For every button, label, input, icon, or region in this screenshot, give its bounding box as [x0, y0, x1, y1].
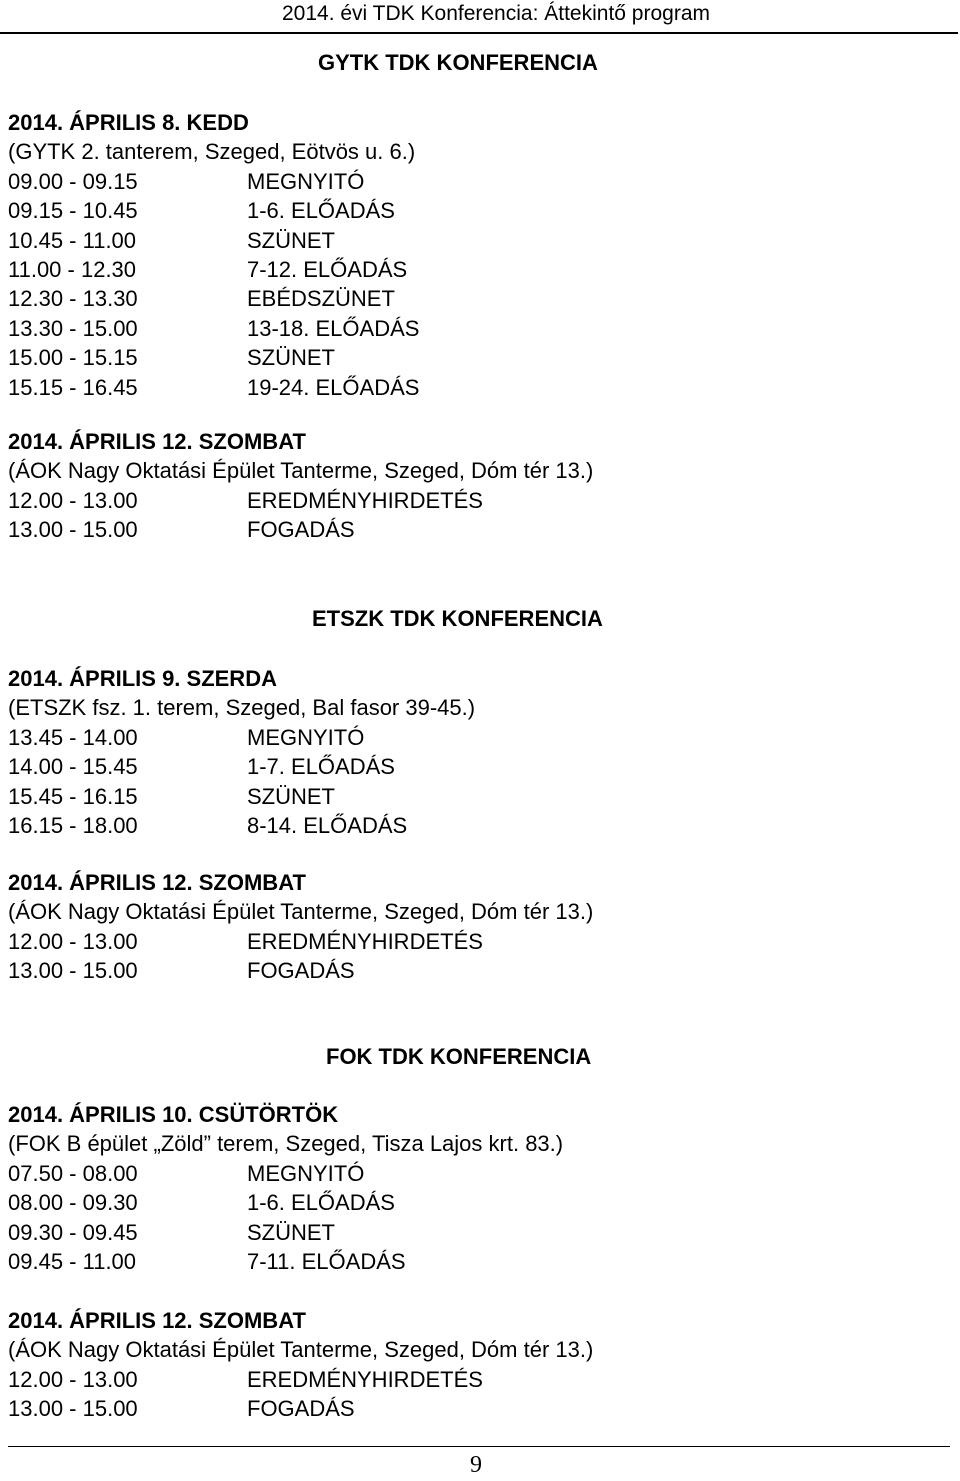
schedule-row	[8, 1159, 948, 1188]
schedule-row	[8, 284, 948, 313]
event-label: 1-6. ELŐADÁS	[247, 198, 395, 224]
event-label: 7-11. ELŐADÁS	[247, 1248, 406, 1274]
schedule-row	[8, 343, 948, 372]
time-range: 10.45 - 11.00	[8, 227, 137, 253]
schedule-row	[8, 373, 948, 402]
day-location: (ÁOK Nagy Oktatási Épület Tanterme, Szeged, Dóm tér 13.)	[8, 899, 594, 925]
event-label: 8-14. ELŐADÁS	[247, 812, 408, 838]
page-number: 9	[470, 1452, 482, 1478]
time-range: 11.00 - 12.30	[8, 256, 137, 282]
day-date: 2014. ÁPRILIS 12. SZOMBAT	[8, 1308, 306, 1333]
footer-rule	[8, 1446, 950, 1447]
time-range: 07.50 - 08.00	[8, 1160, 138, 1186]
schedule-row	[8, 723, 948, 752]
event-label: SZÜNET	[247, 1219, 335, 1245]
day-block-gytk-apr8	[8, 108, 948, 402]
time-range: 12.00 - 13.00	[8, 1366, 138, 1392]
time-range: 13.30 - 15.00	[8, 315, 138, 341]
event-label: EREDMÉNYHIRDETÉS	[247, 1366, 483, 1392]
event-label: FOGADÁS	[247, 958, 355, 984]
time-range: 12.00 - 13.00	[8, 487, 138, 513]
schedule-row	[8, 956, 948, 985]
schedule-row	[8, 782, 948, 811]
schedule-row	[8, 1218, 948, 1247]
event-label: SZÜNET	[247, 227, 335, 253]
schedule-row	[8, 1394, 948, 1423]
conference-title-gytk: GYTK TDK KONFERENCIA	[318, 50, 598, 75]
day-block-etszk-apr12	[8, 868, 948, 986]
time-range: 16.15 - 18.00	[8, 812, 138, 838]
conference-title-etszk: ETSZK TDK KONFERENCIA	[312, 606, 603, 631]
event-label: 19-24. ELŐADÁS	[247, 374, 420, 400]
day-block-fok-apr10	[8, 1100, 948, 1276]
time-range: 08.00 - 09.30	[8, 1190, 138, 1216]
event-label: 1-6. ELŐADÁS	[247, 1190, 395, 1216]
schedule-row	[8, 167, 948, 196]
time-range: 13.00 - 15.00	[8, 958, 138, 984]
time-range: 15.45 - 16.15	[8, 783, 138, 809]
header-title: 2014. évi TDK Konferencia: Áttekintő program	[281, 2, 710, 25]
time-range: 09.15 - 10.45	[8, 198, 138, 224]
time-range: 15.15 - 16.45	[8, 374, 138, 400]
schedule-row	[8, 226, 948, 255]
time-range: 13.00 - 15.00	[8, 1396, 138, 1422]
time-range: 09.30 - 09.45	[8, 1219, 138, 1245]
day-date: 2014. ÁPRILIS 12. SZOMBAT	[8, 429, 306, 454]
time-range: 09.45 - 11.00	[8, 1248, 137, 1274]
schedule-row	[8, 927, 948, 956]
day-location: (ETSZK fsz. 1. terem, Szeged, Bal fasor 39-45.)	[8, 695, 476, 721]
day-location: (ÁOK Nagy Oktatási Épület Tanterme, Szeged, Dóm tér 13.)	[8, 1337, 594, 1363]
event-label: MEGNYITÓ	[247, 724, 365, 750]
day-date: 2014. ÁPRILIS 9. SZERDA	[8, 666, 277, 691]
day-date: 2014. ÁPRILIS 8. KEDD	[8, 110, 249, 135]
time-range: 12.00 - 13.00	[8, 928, 138, 954]
conference-title-fok: FOK TDK KONFERENCIA	[326, 1044, 592, 1069]
schedule-row	[8, 486, 948, 515]
time-range: 15.00 - 15.15	[8, 345, 138, 371]
time-range: 12.30 - 13.30	[8, 286, 138, 312]
event-label: MEGNYITÓ	[247, 1160, 365, 1186]
day-block-fok-apr12	[8, 1306, 948, 1424]
schedule-row	[8, 314, 948, 343]
schedule-row	[8, 1188, 948, 1217]
time-range: 13.45 - 14.00	[8, 724, 138, 750]
event-label: EREDMÉNYHIRDETÉS	[247, 928, 483, 954]
day-location: (GYTK 2. tanterem, Szeged, Eötvös u. 6.)	[8, 139, 416, 165]
event-label: FOGADÁS	[247, 1396, 355, 1422]
event-label: 1-7. ELŐADÁS	[247, 754, 395, 780]
schedule-row	[8, 752, 948, 781]
time-range: 13.00 - 15.00	[8, 517, 138, 543]
event-label: SZÜNET	[247, 783, 335, 809]
day-block-gytk-apr12	[8, 427, 948, 545]
event-label: EREDMÉNYHIRDETÉS	[247, 487, 483, 513]
day-location: (FOK B épület „Zöld” terem, Szeged, Tisza Lajos krt. 83.)	[8, 1131, 564, 1157]
day-block-etszk-apr9	[8, 664, 948, 840]
event-label: SZÜNET	[247, 345, 335, 371]
day-date: 2014. ÁPRILIS 10. CSÜTÖRTÖK	[8, 1102, 339, 1127]
day-location: (ÁOK Nagy Oktatási Épület Tanterme, Szeged, Dóm tér 13.)	[8, 458, 594, 484]
event-label: EBÉDSZÜNET	[247, 286, 395, 312]
schedule-row	[8, 515, 948, 544]
time-range: 09.00 - 09.15	[8, 168, 138, 194]
event-label: MEGNYITÓ	[247, 168, 365, 194]
schedule-row	[8, 811, 948, 840]
schedule-row	[8, 255, 948, 284]
event-label: FOGADÁS	[247, 517, 355, 543]
schedule-row	[8, 1365, 948, 1394]
header-rule	[0, 32, 958, 34]
time-range: 14.00 - 15.45	[8, 754, 138, 780]
day-date: 2014. ÁPRILIS 12. SZOMBAT	[8, 870, 306, 895]
schedule-row	[8, 1247, 948, 1276]
event-label: 7-12. ELŐADÁS	[247, 256, 408, 282]
event-label: 13-18. ELŐADÁS	[247, 315, 420, 341]
schedule-row	[8, 196, 948, 225]
